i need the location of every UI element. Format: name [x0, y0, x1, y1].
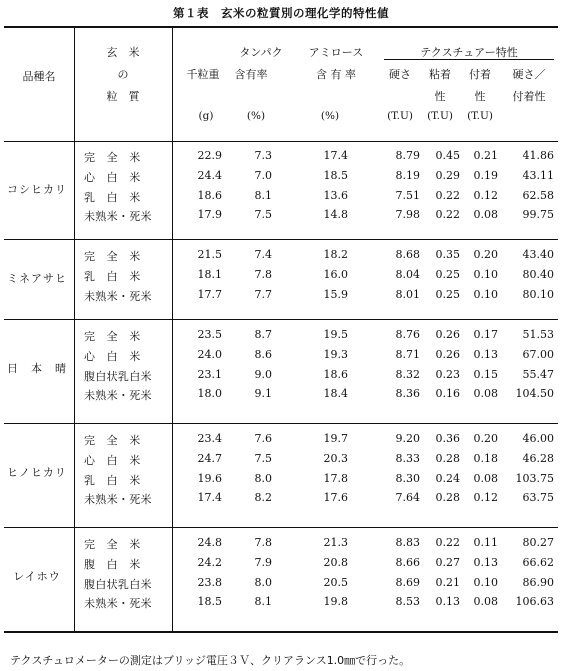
row-hardness: 8.76 [395, 328, 420, 341]
row-protein: 7.7 [254, 287, 272, 301]
row-protein: 8.1 [254, 595, 272, 609]
row-stickiness: 0.26 [435, 347, 460, 361]
row-adhesion: 0.12 [473, 491, 498, 505]
row-hardness: 8.83 [395, 536, 420, 549]
row-adhesion: 0.13 [473, 347, 498, 361]
variety-name: ミネアサヒ [7, 271, 67, 285]
row-protein: 7.6 [254, 432, 272, 445]
row-weight: 21.5 [197, 248, 222, 261]
table-row [4, 576, 558, 594]
row-stickiness: 0.27 [435, 555, 460, 569]
row-quality: 乳 白 米 [84, 473, 141, 487]
footnote: テクスチュロメーターの測定はブリッジ電圧３Ｖ、クリアランス1.0㎜で行った。 [10, 654, 411, 667]
row-stickiness: 0.35 [435, 248, 460, 261]
row-weight: 18.5 [197, 595, 222, 609]
stickiness-unit: (T.U) [427, 110, 453, 122]
row-amylose: 20.8 [323, 555, 348, 569]
row-hardness: 8.66 [395, 555, 420, 569]
row-quality: 完 全 米 [84, 538, 141, 551]
row-protein: 7.9 [254, 555, 272, 569]
row-ratio: 63.75 [522, 491, 554, 505]
row-hardness: 9.20 [395, 432, 420, 445]
row-amylose: 18.2 [323, 248, 348, 261]
row-adhesion: 0.12 [473, 188, 498, 202]
row-stickiness: 0.36 [435, 432, 460, 445]
group-separator [4, 239, 558, 240]
row-ratio: 51.53 [522, 328, 554, 341]
variety-group [4, 248, 558, 307]
table-row [4, 368, 558, 386]
header-bottom-rule [4, 141, 558, 142]
group-separator [4, 319, 558, 320]
variety-name: レイホウ [13, 569, 61, 583]
row-amylose: 21.3 [323, 536, 348, 549]
adhesion-header-line2: 性 [474, 90, 486, 103]
table-row [4, 328, 558, 346]
row-protein: 8.2 [254, 491, 272, 505]
row-amylose: 20.5 [323, 575, 348, 589]
variety-group [4, 328, 558, 407]
protein-header-line2: 含有率 [234, 68, 268, 81]
row-protein: 7.8 [254, 267, 272, 281]
row-weight: 24.4 [197, 168, 222, 182]
group-separator [4, 527, 558, 528]
row-adhesion: 0.08 [473, 595, 498, 609]
row-protein: 8.6 [254, 347, 272, 361]
stickiness-header-line2: 性 [434, 90, 446, 103]
row-amylose: 15.9 [323, 287, 348, 301]
adhesion-unit: (T.U) [467, 110, 493, 122]
row-ratio: 62.58 [522, 188, 554, 202]
row-stickiness: 0.25 [435, 287, 460, 301]
row-hardness: 7.98 [395, 208, 420, 222]
row-quality: 完 全 米 [84, 250, 141, 263]
row-stickiness: 0.13 [435, 595, 460, 609]
row-stickiness: 0.25 [435, 267, 460, 281]
row-weight: 17.7 [197, 287, 222, 301]
row-quality: 心 白 米 [84, 453, 141, 467]
row-stickiness: 0.24 [435, 471, 460, 485]
row-quality: 未熟米・死米 [84, 210, 152, 224]
row-ratio: 86.90 [522, 575, 554, 589]
row-ratio: 99.75 [522, 208, 554, 222]
row-quality: 心 白 米 [84, 349, 141, 363]
hardness-header: 硬さ [389, 68, 411, 81]
row-hardness: 8.32 [395, 367, 420, 381]
texture-group-header: テクスチュアー特性 [420, 46, 518, 59]
table-row [4, 189, 558, 207]
row-hardness: 8.04 [395, 267, 420, 281]
row-protein: 9.1 [254, 387, 272, 401]
row-amylose: 16.0 [323, 267, 348, 281]
variety-group [4, 432, 558, 511]
row-weight: 22.9 [197, 149, 222, 162]
table-row [4, 595, 558, 613]
table-top-rule [4, 26, 558, 28]
row-weight: 23.8 [197, 575, 222, 589]
row-stickiness: 0.29 [435, 168, 460, 182]
row-ratio: 80.10 [522, 287, 554, 301]
row-ratio: 80.27 [522, 536, 554, 549]
table-row [4, 288, 558, 306]
row-hardness: 8.53 [395, 595, 420, 609]
row-ratio: 46.28 [522, 451, 554, 465]
row-weight: 18.6 [197, 188, 222, 202]
table-row [4, 452, 558, 470]
row-adhesion: 0.10 [473, 287, 498, 301]
amylose-unit: (%) [320, 110, 340, 122]
weight-unit: (g) [198, 110, 214, 122]
row-weight: 23.5 [197, 328, 222, 341]
row-ratio: 106.63 [515, 595, 554, 609]
row-amylose: 19.5 [323, 328, 348, 341]
quality-header-line1: 玄 米 [106, 46, 140, 59]
variety-group [4, 536, 558, 615]
row-stickiness: 0.21 [435, 575, 460, 589]
row-ratio: 104.50 [515, 387, 554, 401]
row-protein: 7.8 [254, 536, 272, 549]
quality-header-line3: 粒 質 [106, 90, 140, 103]
row-adhesion: 0.18 [473, 451, 498, 465]
table-row [4, 472, 558, 490]
row-stickiness: 0.23 [435, 367, 460, 381]
row-adhesion: 0.17 [473, 328, 498, 341]
row-stickiness: 0.28 [435, 491, 460, 505]
row-hardness: 8.69 [395, 575, 420, 589]
group-separator [4, 423, 558, 424]
amylose-header-line2: 含 有 率 [316, 68, 356, 81]
row-weight: 18.1 [197, 267, 222, 281]
row-adhesion: 0.08 [473, 471, 498, 485]
row-hardness: 7.64 [395, 491, 420, 505]
row-quality: 完 全 米 [84, 151, 141, 164]
table-row [4, 432, 558, 450]
row-weight: 23.1 [197, 367, 222, 381]
row-ratio: 55.47 [522, 367, 554, 381]
stickiness-header-line1: 粘着 [429, 68, 451, 81]
variety-name: 日 本 晴 [7, 361, 67, 375]
protein-header-line1: タンパク [239, 46, 283, 59]
protein-unit: (%) [246, 110, 266, 122]
row-adhesion: 0.08 [473, 208, 498, 222]
row-quality: 腹 白 米 [84, 557, 141, 571]
row-ratio: 67.00 [522, 347, 554, 361]
row-hardness: 8.01 [395, 287, 420, 301]
row-amylose: 18.5 [323, 168, 348, 182]
row-hardness: 8.30 [395, 471, 420, 485]
row-stickiness: 0.28 [435, 451, 460, 465]
row-quality: 完 全 米 [84, 434, 141, 447]
row-amylose: 19.8 [323, 595, 348, 609]
row-weight: 23.4 [197, 432, 222, 445]
row-protein: 8.0 [254, 575, 272, 589]
row-protein: 9.0 [254, 367, 272, 381]
row-weight: 24.7 [197, 451, 222, 465]
row-quality: 腹白状乳白米 [84, 577, 152, 591]
row-weight: 17.9 [197, 208, 222, 222]
row-hardness: 7.51 [395, 188, 420, 202]
row-quality: 乳 白 米 [84, 269, 141, 283]
row-stickiness: 0.22 [435, 188, 460, 202]
row-quality: 乳 白 米 [84, 190, 141, 204]
row-adhesion: 0.10 [473, 575, 498, 589]
row-quality: 未熟米・死米 [84, 597, 152, 611]
row-adhesion: 0.08 [473, 387, 498, 401]
row-amylose: 20.3 [323, 451, 348, 465]
row-weight: 24.0 [197, 347, 222, 361]
row-amylose: 19.7 [323, 432, 348, 445]
row-stickiness: 0.22 [435, 536, 460, 549]
row-ratio: 43.40 [522, 248, 554, 261]
table-title: 第１表 玄米の粒質別の理化学的特性値 [173, 6, 389, 20]
row-stickiness: 0.26 [435, 328, 460, 341]
weight-header: 千粒重 [186, 68, 220, 81]
row-stickiness: 0.16 [435, 387, 460, 401]
row-adhesion: 0.20 [473, 432, 498, 445]
row-protein: 8.7 [254, 328, 272, 341]
row-protein: 7.5 [254, 208, 272, 222]
row-hardness: 8.79 [395, 149, 420, 162]
row-amylose: 19.3 [323, 347, 348, 361]
table-row [4, 208, 558, 226]
row-amylose: 17.8 [323, 471, 348, 485]
quality-header-line2: の [117, 68, 129, 81]
row-amylose: 17.6 [323, 491, 348, 505]
row-adhesion: 0.20 [473, 248, 498, 261]
row-ratio: 103.75 [515, 471, 554, 485]
row-adhesion: 0.11 [473, 536, 498, 549]
variety-name: ヒノヒカリ [7, 465, 67, 479]
row-ratio: 41.86 [522, 149, 554, 162]
adhesion-header-line1: 付着 [469, 68, 491, 81]
row-hardness: 8.71 [395, 347, 420, 361]
table-row [4, 491, 558, 509]
row-amylose: 18.6 [323, 367, 348, 381]
row-protein: 7.3 [254, 149, 272, 162]
variety-header: 品種名 [22, 70, 56, 83]
row-weight: 19.6 [197, 471, 222, 485]
row-quality: 未熟米・死米 [84, 289, 152, 303]
row-hardness: 8.33 [395, 451, 420, 465]
row-weight: 24.8 [197, 536, 222, 549]
row-ratio: 80.40 [522, 267, 554, 281]
row-weight: 18.0 [197, 387, 222, 401]
row-adhesion: 0.21 [473, 149, 498, 162]
row-quality: 腹白状乳白米 [84, 369, 152, 383]
variety-group [4, 149, 558, 228]
row-adhesion: 0.10 [473, 267, 498, 281]
table-row [4, 268, 558, 286]
table-row [4, 169, 558, 187]
row-hardness: 8.68 [395, 248, 420, 261]
table-row [4, 248, 558, 266]
row-protein: 7.4 [254, 248, 272, 261]
row-protein: 7.0 [254, 168, 272, 182]
hardness-unit: (T.U) [387, 110, 413, 122]
row-protein: 8.0 [254, 471, 272, 485]
row-quality: 完 全 米 [84, 330, 141, 343]
row-amylose: 18.4 [323, 387, 348, 401]
row-adhesion: 0.15 [473, 367, 498, 381]
ratio-header-line1: 硬さ／ [512, 68, 546, 81]
table-bottom-rule [4, 631, 558, 633]
amylose-header-line1: アミロース [308, 46, 364, 59]
variety-name: コシヒカリ [7, 182, 67, 196]
table-row [4, 149, 558, 167]
row-ratio: 43.11 [522, 168, 554, 182]
row-amylose: 14.8 [323, 208, 348, 222]
row-ratio: 66.62 [522, 555, 554, 569]
row-adhesion: 0.13 [473, 555, 498, 569]
row-weight: 24.2 [197, 555, 222, 569]
table-row [4, 387, 558, 405]
row-hardness: 8.19 [395, 168, 420, 182]
table-row [4, 348, 558, 366]
row-stickiness: 0.45 [435, 149, 460, 162]
ratio-header-line2: 付着性 [512, 90, 546, 103]
row-protein: 8.1 [254, 188, 272, 202]
table-row [4, 556, 558, 574]
row-weight: 17.4 [197, 491, 222, 505]
row-protein: 7.5 [254, 451, 272, 465]
row-quality: 未熟米・死米 [84, 493, 152, 507]
row-quality: 未熟米・死米 [84, 389, 152, 403]
table-row [4, 536, 558, 554]
row-adhesion: 0.19 [473, 168, 498, 182]
row-amylose: 13.6 [323, 188, 348, 202]
row-ratio: 46.00 [522, 432, 554, 445]
row-hardness: 8.36 [395, 387, 420, 401]
row-quality: 心 白 米 [84, 170, 141, 184]
texture-group-underline [384, 59, 554, 60]
row-amylose: 17.4 [323, 149, 348, 162]
row-stickiness: 0.22 [435, 208, 460, 222]
